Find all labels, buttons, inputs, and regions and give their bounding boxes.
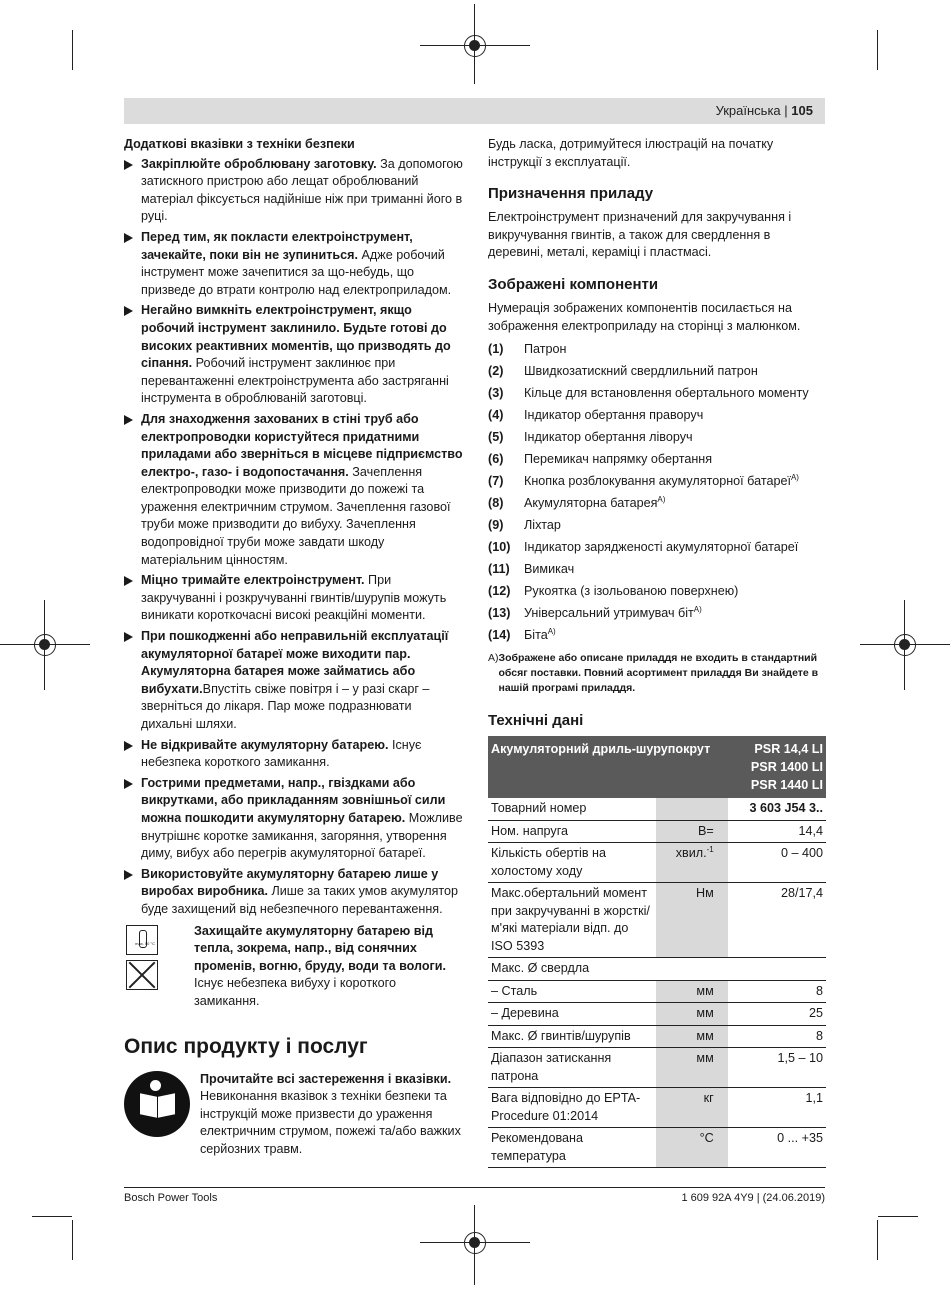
tech-row-label: Кількість обертів на холостому ходу xyxy=(488,843,656,883)
purpose-heading: Призначення приладу xyxy=(488,185,654,203)
component-footnote-ref: A) xyxy=(693,604,702,614)
component-item xyxy=(488,426,826,448)
registration-mark-icon xyxy=(464,35,486,57)
safety-heading: Додаткові вказівки з техніки безпеки xyxy=(124,137,355,151)
crop-mark xyxy=(877,1220,878,1260)
component-label: Індикатор зарядженості акумуляторної батареї xyxy=(524,540,799,555)
crop-mark xyxy=(877,30,878,70)
component-number: (2) xyxy=(488,364,504,379)
registration-mark-icon xyxy=(34,634,56,656)
battery-warning-text: Існує небезпека вибуху і короткого замикання. xyxy=(194,976,396,1008)
tech-row-label: Макс. Ø гвинтів/шурупів xyxy=(488,1025,656,1048)
tech-row-label: – Деревина xyxy=(488,1003,656,1026)
tech-row-value: 0 – 400 xyxy=(728,843,826,883)
bullet-triangle-icon xyxy=(124,870,133,880)
component-number: (1) xyxy=(488,342,504,357)
component-label: Індикатор обертання праворуч xyxy=(524,408,704,423)
component-item xyxy=(488,536,826,558)
component-label: Акумуляторна батарея$^{A)}$ xyxy=(524,494,666,511)
component-label: Кільце для встановлення обертального моменту xyxy=(524,386,809,401)
tech-table-body xyxy=(488,798,826,1168)
tech-row-unit: Нм xyxy=(656,883,728,958)
component-number: (7) xyxy=(488,474,504,489)
page-header xyxy=(124,98,825,124)
component-item xyxy=(488,382,826,404)
component-number: (12) xyxy=(488,584,511,599)
safety-item xyxy=(124,411,464,569)
purpose-text: Електроінструмент призначений для закручування і викручування гвинтів, а також для свердлення в деревині, металі, кераміці і пластмасі. xyxy=(488,210,792,260)
footnote-mark: A) xyxy=(488,652,499,665)
tech-row-value: 28/17,4 xyxy=(728,883,826,958)
components-list xyxy=(488,338,826,646)
bullet-triangle-icon xyxy=(124,576,133,586)
component-label: Рукоятка (з ізольованою поверхнею) xyxy=(524,584,739,599)
safety-item-bold: Гострими предметами, напр., гвіздками або викрутками, або прикладанням зовнішньої сили можна пошкодити акумуляторну батарею. xyxy=(141,775,446,825)
component-number: (8) xyxy=(488,496,504,511)
temperature-icon: max. 50 °C xyxy=(126,925,158,955)
safety-item xyxy=(124,775,464,863)
tech-row-unit: мм xyxy=(656,1003,728,1026)
safety-item xyxy=(124,302,464,408)
component-label: Ліхтар xyxy=(524,518,561,533)
component-label: Кнопка розблокування акумуляторної батареї$^{A)}$ xyxy=(524,472,799,489)
component-number: (6) xyxy=(488,452,504,467)
tech-row xyxy=(488,1025,826,1048)
safety-item-text: Адже робочий інструмент може зачепитися за що-небудь, що призведе до втрати контролю над електроприладом. xyxy=(141,247,452,297)
illustration-note: Будь ласка, дотримуйтеся ілюстрацій на початку інструкції з експлуатації. xyxy=(488,137,774,169)
tech-row-label: Вага відповідно до EPTA-Procedure 01:2014 xyxy=(488,1088,656,1128)
tech-row-label: Товарний номер xyxy=(488,798,656,820)
safety-item-bold: Не відкривайте акумуляторну батарею. xyxy=(141,737,389,752)
component-number: (13) xyxy=(488,606,511,621)
tech-row-unit: хвил.$^{-1}$ xyxy=(656,843,728,883)
header-language: Українська xyxy=(715,103,781,118)
safety-item xyxy=(124,156,464,226)
bullet-triangle-icon xyxy=(124,779,133,789)
component-number: (5) xyxy=(488,430,504,445)
warning-icons xyxy=(126,925,162,995)
safety-item-bold: Негайно вимкніть електроінструмент, якщо робочий інструмент заклинило. Будьте готові до високих реактивних моментів, що призводять до сіпання. xyxy=(141,303,451,371)
tech-row-value: 8 xyxy=(728,1025,826,1048)
footer-left: Bosch Power Tools xyxy=(124,1192,218,1204)
tech-row-unit: мм xyxy=(656,1025,728,1048)
tech-row xyxy=(488,1003,826,1026)
component-number: (4) xyxy=(488,408,504,423)
component-item xyxy=(488,514,826,536)
safety-item-text: Впустіть свіже повітря і – у разі скарг – зверніться до лікаря. Пар може подразнювати дихальні шляхи. xyxy=(141,681,430,731)
safety-item-text: Зачеплення електропроводки може призводити до пожежі та ураження електричним струмом. Зачеплення газової труби може призводити до вибуху. Зачеплення водопровідної труби може завдати шкоду матеріальним цінностям. xyxy=(141,464,451,567)
component-item xyxy=(488,580,826,602)
tech-row-value: 3 603 J54 3.. xyxy=(728,798,826,820)
footnote-text: Зображене або описане приладдя не входить в стандартний обсяг поставки. Повний асортимент приладдя Ви знайдете в нашій програмі приладдя. xyxy=(498,652,819,695)
safety-item-text: Лише за таких умов акумулятор буде захищений від небезпечного перевантаження. xyxy=(141,884,459,916)
tech-models: PSR 14,4 LI PSR 1400 LI PSR 1440 LI xyxy=(728,736,826,798)
component-number: (3) xyxy=(488,386,504,401)
component-label: Патрон xyxy=(524,342,567,357)
tech-table-header xyxy=(488,736,826,798)
battery-warning-bold: Захищайте акумуляторну батарею від тепла, зокрема, напр., від сонячних променів, вогню, бруду, води та вологи. xyxy=(194,923,447,973)
component-item xyxy=(488,624,826,646)
bullet-triangle-icon xyxy=(124,741,133,751)
component-item xyxy=(488,470,826,492)
tech-row-unit: мм xyxy=(656,980,728,1003)
safety-item xyxy=(124,229,464,299)
safety-item-text: Існує небезпека короткого замикання. xyxy=(141,737,422,770)
read-manual-icon xyxy=(124,1071,190,1137)
safety-item-bold: Закріплюйте оброблювану заготовку. xyxy=(141,156,377,171)
component-number: (10) xyxy=(488,540,511,555)
component-label: Універсальний утримувач біт$^{A)}$ xyxy=(524,604,702,621)
tech-row xyxy=(488,1128,826,1168)
page-number: 105 xyxy=(791,103,813,118)
tech-row-unit: мм xyxy=(656,1048,728,1088)
component-item xyxy=(488,448,826,470)
tech-row xyxy=(488,1088,826,1128)
header-text xyxy=(716,103,813,118)
safety-item-text: За допомогою затискного пристрою або лещат оброблюваний матеріал фіксується надійніше ніж при триманні його в руці. xyxy=(141,156,463,224)
safety-item-bold: Для знаходження захованих в стіні труб або електропроводки користуйтеся придатними приладами або зверніться в місцеве підприємство електро-, газо- і водопостачання. xyxy=(141,411,463,479)
tech-row-label: Ном. напруга xyxy=(488,820,656,843)
bullet-triangle-icon xyxy=(124,233,133,243)
tech-row-value: 1,5 – 10 xyxy=(728,1048,826,1088)
read-instructions xyxy=(124,1071,464,1159)
crop-mark xyxy=(32,1216,72,1217)
tech-row-value: 25 xyxy=(728,1003,826,1026)
component-label: Швидкозатискний свердлильний патрон xyxy=(524,364,758,379)
header-separator: | xyxy=(784,103,788,118)
tech-row xyxy=(488,798,826,820)
tech-row xyxy=(488,883,826,958)
component-label: Біта$^{A)}$ xyxy=(524,626,556,643)
tech-row xyxy=(488,1048,826,1088)
tech-heading: Технічні дані xyxy=(488,712,584,730)
tech-row-value: 14,4 xyxy=(728,820,826,843)
tech-row-label: – Сталь xyxy=(488,980,656,1003)
read-instructions-text: Невиконання вказівок з техніки безпеки та інструкцій може призвести до ураження електричним струмом, пожежі та/або важких серйозних травм. xyxy=(200,1089,461,1156)
safety-list xyxy=(124,156,464,919)
bullet-triangle-icon xyxy=(124,632,133,642)
component-item xyxy=(488,492,826,514)
read-instructions-bold: Прочитайте всі застереження і вказівки. xyxy=(200,1071,452,1086)
safety-item xyxy=(124,628,464,734)
component-footnote-ref: A) xyxy=(657,494,666,504)
tech-row-value: 0 ... +35 xyxy=(728,1128,826,1168)
registration-mark-icon xyxy=(894,634,916,656)
component-item xyxy=(488,558,826,580)
component-footnote-ref: A) xyxy=(547,626,556,636)
component-item xyxy=(488,404,826,426)
safety-item-bold: Міцно тримайте електроінструмент. xyxy=(141,573,365,588)
safety-item xyxy=(124,866,464,919)
product-heading: Опис продукту і послуг xyxy=(124,1034,368,1058)
tech-row-label: Рекомендована температура xyxy=(488,1128,656,1168)
tech-row-label: Макс. Ø свердла xyxy=(488,958,826,981)
components-intro: Нумерація зображених компонентів посилається на зображення електроприладу на сторінці з малюнком. xyxy=(488,300,801,333)
tech-table xyxy=(488,736,826,1168)
component-label: Перемикач напрямку обертання xyxy=(524,452,713,467)
no-water-icon xyxy=(126,960,158,990)
safety-item-text: Робочий інструмент заклинює при перевантаженні електроінструмента або застряганні інструмента в оброблюваній заготовці. xyxy=(141,356,449,406)
component-number: (9) xyxy=(488,518,504,533)
tech-row-value: 1,1 xyxy=(728,1088,826,1128)
component-item xyxy=(488,602,826,624)
safety-item-bold: При пошкодженні або неправильній експлуатації акумуляторної батареї може виходити пар. Акумуляторна батарея може займатись або вибухати. xyxy=(141,629,449,696)
footnote xyxy=(488,651,826,696)
component-item xyxy=(488,338,826,360)
left-column xyxy=(124,136,464,1158)
tech-row-unit xyxy=(656,798,728,820)
crop-mark xyxy=(878,1216,918,1217)
tech-row-label: Макс.обертальний момент при закручуванні в жорсткі/м'які матеріали відп. до ISO 5393 xyxy=(488,883,656,958)
registration-mark-icon xyxy=(464,1232,486,1254)
component-number: (11) xyxy=(488,562,510,577)
safety-item-bold: Перед тим, як покласти електроінструмент, зачекайте, поки він не зупиниться. xyxy=(141,229,413,262)
page-footer xyxy=(124,1187,825,1204)
tech-row-label: Діапазон затискання патрона xyxy=(488,1048,656,1088)
component-label: Індикатор обертання ліворуч xyxy=(524,430,693,445)
bullet-triangle-icon xyxy=(124,306,133,316)
components-heading: Зображені компоненти xyxy=(488,275,659,293)
tech-row-unit: кг xyxy=(656,1088,728,1128)
bullet-triangle-icon xyxy=(124,160,133,170)
tech-row xyxy=(488,843,826,883)
crop-mark xyxy=(72,30,73,70)
right-column xyxy=(488,136,826,1168)
tech-row xyxy=(488,820,826,843)
component-label: Вимикач xyxy=(524,562,575,577)
component-footnote-ref: A) xyxy=(790,472,799,482)
tech-row-unit: В= xyxy=(656,820,728,843)
safety-item xyxy=(124,737,464,772)
tech-row-value: 8 xyxy=(728,980,826,1003)
safety-item xyxy=(124,572,464,625)
safety-item-text: Можливе внутрішнє коротке замикання, загоряння, утворення диму, вибух або перегрів акумуляторної батареї. xyxy=(141,810,463,861)
tech-row-unit: °C xyxy=(656,1128,728,1168)
footer-right: 1 609 92A 4Y9 | (24.06.2019) xyxy=(681,1192,825,1204)
safety-item-text: При закручуванні і розкручуванні гвинтів/шурупів можуть виникати короткочасні високі реакційні моменти. xyxy=(141,573,447,623)
component-item xyxy=(488,360,826,382)
battery-warning xyxy=(124,923,464,1011)
crop-mark xyxy=(72,1220,73,1260)
component-number: (14) xyxy=(488,628,511,643)
bullet-triangle-icon xyxy=(124,415,133,425)
safety-item-bold: Використовуйте акумуляторну батарею лише у виробах виробника. xyxy=(141,866,439,899)
tech-row xyxy=(488,980,826,1003)
tech-row xyxy=(488,958,826,981)
tech-product-name: Акумуляторний дриль-шурупокрут xyxy=(488,736,728,798)
